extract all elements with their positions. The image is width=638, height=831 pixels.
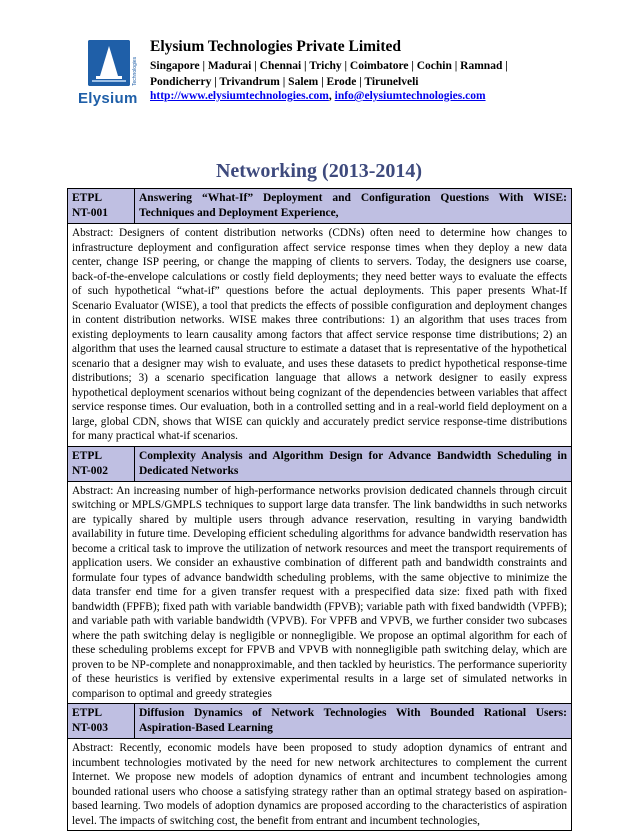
project-list-table [67, 188, 572, 831]
office-locations [150, 58, 560, 90]
entry-code-prefix: ETPL [72, 707, 103, 719]
entry-abstract-row [68, 481, 572, 704]
entry-code-number: NT-002 [72, 464, 108, 477]
entry-header-row [68, 189, 572, 224]
entry-code [68, 704, 135, 739]
entry-header-row [68, 446, 572, 481]
letterhead [78, 22, 558, 110]
entry-abstract-row [68, 739, 572, 831]
entry-header-row [68, 704, 572, 739]
website-link[interactable]: http://www.elysiumtechnologies.com [150, 90, 329, 102]
entry-code [68, 189, 135, 224]
entry-title: Complexity Analysis and Algorithm Design for Advance Bandwidth Scheduling in Dedicated Networks [135, 446, 572, 481]
entry-code-prefix: ETPL [72, 449, 103, 462]
company-name: Elysium Technologies Private Limited [150, 38, 402, 55]
entry-abstract-row [68, 224, 572, 447]
entry-abstract: Abstract: Recently, economic models have been proposed to study adoption dynamics of entrant and incumbent technologies motivated by the need for new network architectures to complement the current Internet. We propose new models of adoption dynamics of entrant and incumbent technologies among bounded rational users who choose a satisfying strategy rather than an optimal strategy based on aspiration-based learning. Two models of adoption dynamics are proposed according to the characteristics of aspiration level. The impacts of switching cost, the benefit from entrant and incumbent technologies, [68, 739, 572, 831]
entry-title: Diffusion Dynamics of Network Technologies With Bounded Rational Users: Aspiration-Based Learning [135, 704, 572, 739]
entry-title: Answering “What-If” Deployment and Configuration Questions With WISE: Techniques and Deployment Experience, [135, 189, 572, 224]
logo-emblem-icon [88, 40, 130, 86]
page-title: Networking (2013-2014) [215, 160, 423, 182]
logo-side-text: Technologies [132, 56, 138, 86]
cities-line-1: Singapore | Madurai | Chennai | Trichy | Coimbatore | Cochin | Ramnad | [150, 60, 508, 72]
entry-code [68, 446, 135, 481]
contact-links [150, 90, 486, 102]
entry-abstract: Abstract: An increasing number of high-performance networks provision dedicated channels through circuit switching or MPLS/GMPLS techniques to support large data transfer. The link bandwidths in such networks are typically shared by multiple users through advance reservation, resulting in varying bandwidth availability in future time. Developing efficient scheduling algorithms for advance bandwidth reservation has become a critical task to improve the utilization of network resources and meet the transport requirements of application users. We consider an exhaustive combination of different path and bandwidth constraints and formulate four types of advance bandwidth scheduling problems, with the same objective to minimize the data transfer end time for a given transfer request with a prespecified data size: fixed path with fixed bandwidth (FPFB); fixed path with variable bandwidth (FPVB); variable path with fixed bandwidth (VPFB); and variable path with variable bandwidth (VPVB). For VPFB and VPVB, we further consider two subcases where the path switching delay is negligible or nonnegligible. We propose an optimal algorithm for each of these scheduling problems except for FPVB and VPVB with nonnegligible path switching delay, which are proven to be NP-complete and nonapproximable, and then tackled by heuristics. The performance superiority of these heuristics is verified by extensive experimental results in a large set of simulated networks in comparison to optimal and greedy strategies [68, 481, 572, 704]
entry-code-number: NT-001 [72, 207, 108, 219]
cities-line-2: Pondicherry | Trivandrum | Salem | Erode | Tirunelveli [150, 76, 419, 88]
entry-code-number: NT-003 [72, 722, 108, 734]
elysium-logo [78, 40, 144, 110]
link-separator: , [328, 90, 335, 102]
email-link[interactable]: info@elysiumtechnologies.com [334, 90, 486, 102]
logo-wordmark: Elysium [78, 90, 138, 107]
entry-code-prefix: ETPL [72, 192, 103, 204]
entry-abstract: Abstract: Designers of content distribution networks (CDNs) often need to determine how changes to infrastructure deployment and configuration affect service response times when they deploy a new data center, change ISP peering, or change the mapping of clients to servers. Today, the designers use coarse, back-of-the-envelope calculations or costly field deployments; they need better ways to evaluate the effects of such hypothetical “what-if” questions before the actual deployments. This paper presents What-If Scenario Evaluator (WISE), a tool that predicts the effects of possible configuration and deployment changes in content distribution networks. WISE makes three contributions: 1) an algorithm that uses traces from existing deployments to learn causality among factors that affect service response time distributions; 2) an algorithm that uses the learned causal structure to estimate a dataset that is representative of the hypothetical scenario that a designer may wish to evaluate, and uses these datasets to predict hypothetical response-time distributions; 3) a scenario specification language that allows a network designer to easily express hypothetical deployment scenarios without being cognizant of the dependencies between variables that affect service response times. Our evaluation, both in a controlled setting and in a real-world field deployment on a large, global CDN, shows that WISE can quickly and accurately predict service response-time distributions for many practical what-if scenarios. [68, 224, 572, 447]
